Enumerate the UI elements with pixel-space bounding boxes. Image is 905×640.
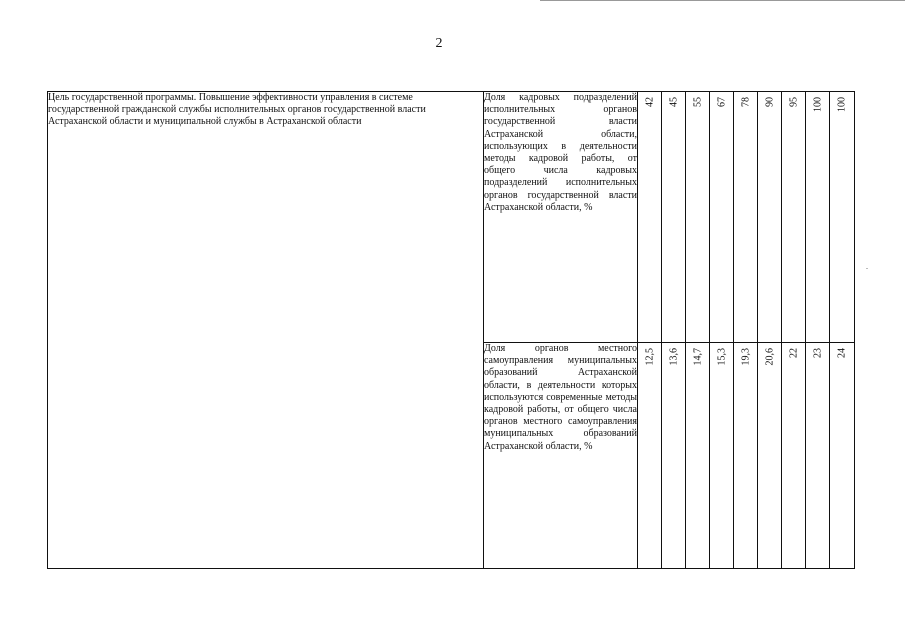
indicator-value-cell	[758, 343, 782, 569]
indicator-value: 100	[836, 97, 848, 112]
indicator-value: 78	[740, 97, 751, 107]
page-number: 2	[435, 36, 443, 51]
indicator-value-cell	[686, 343, 710, 569]
indicator-value-cell	[662, 92, 686, 343]
indicator-value: 14,7	[692, 348, 703, 366]
indicator-value-cell	[830, 343, 855, 569]
indicator-value: 24	[836, 348, 848, 358]
indicator-value: 55	[692, 97, 703, 107]
indicator-value-cell	[806, 343, 830, 569]
indicator-value: 23	[812, 348, 823, 358]
indicator-value-cell	[710, 343, 734, 569]
table-row	[48, 92, 855, 343]
indicator-value-cell	[758, 92, 782, 343]
indicator-value: 45	[668, 97, 679, 107]
indicator-value-cell	[710, 92, 734, 343]
indicator-value: 22	[788, 348, 799, 358]
indicator-value-cell	[638, 343, 662, 569]
indicator-value: 95	[788, 97, 799, 107]
indicator-value-cell	[734, 343, 758, 569]
indicator-value: 42	[644, 97, 655, 107]
indicator-value-cell	[806, 92, 830, 343]
indicator-value: 90	[764, 97, 775, 107]
indicator-value: 12,5	[644, 348, 655, 366]
indicator-value: 19,3	[740, 348, 751, 366]
indicator-description: Доля кадровых подразделений исполнительных органов государственной власти Астраханской области, использующих в деятельности методы кадровой работы, от общего числа кадровых подразделений исполнительных органов государственной власти Астраханской области, %	[484, 92, 638, 343]
indicator-value-cell	[782, 92, 806, 343]
indicator-value: 67	[716, 97, 727, 107]
indicator-value: 13,6	[668, 348, 679, 366]
program-indicators-table	[47, 91, 855, 569]
indicator-description: Доля органов местного самоуправления муниципальных образований Астраханской области, в деятельности которых используются современные методы кадровой работы, от общего числа органов местного самоуправления муниципальных образований Астраханской области, %	[484, 343, 638, 569]
indicator-value-cell	[830, 92, 855, 343]
indicator-value-cell	[782, 343, 806, 569]
indicator-value: 100	[812, 97, 823, 112]
top-edge-rule	[540, 0, 905, 1]
scan-speck	[866, 268, 868, 269]
indicator-value: 15,3	[716, 348, 727, 366]
indicator-value-cell	[638, 92, 662, 343]
indicator-value-cell	[686, 92, 710, 343]
program-goal-cell: Цель государственной программы. Повышение эффективности управления в системе государственной гражданской службы исполнительных органов государственной власти Астраханской области и муниципальной службы в Астраханской области	[48, 92, 484, 569]
indicator-value: 20,6	[764, 348, 775, 366]
indicator-value-cell	[662, 343, 686, 569]
indicator-value-cell	[734, 92, 758, 343]
